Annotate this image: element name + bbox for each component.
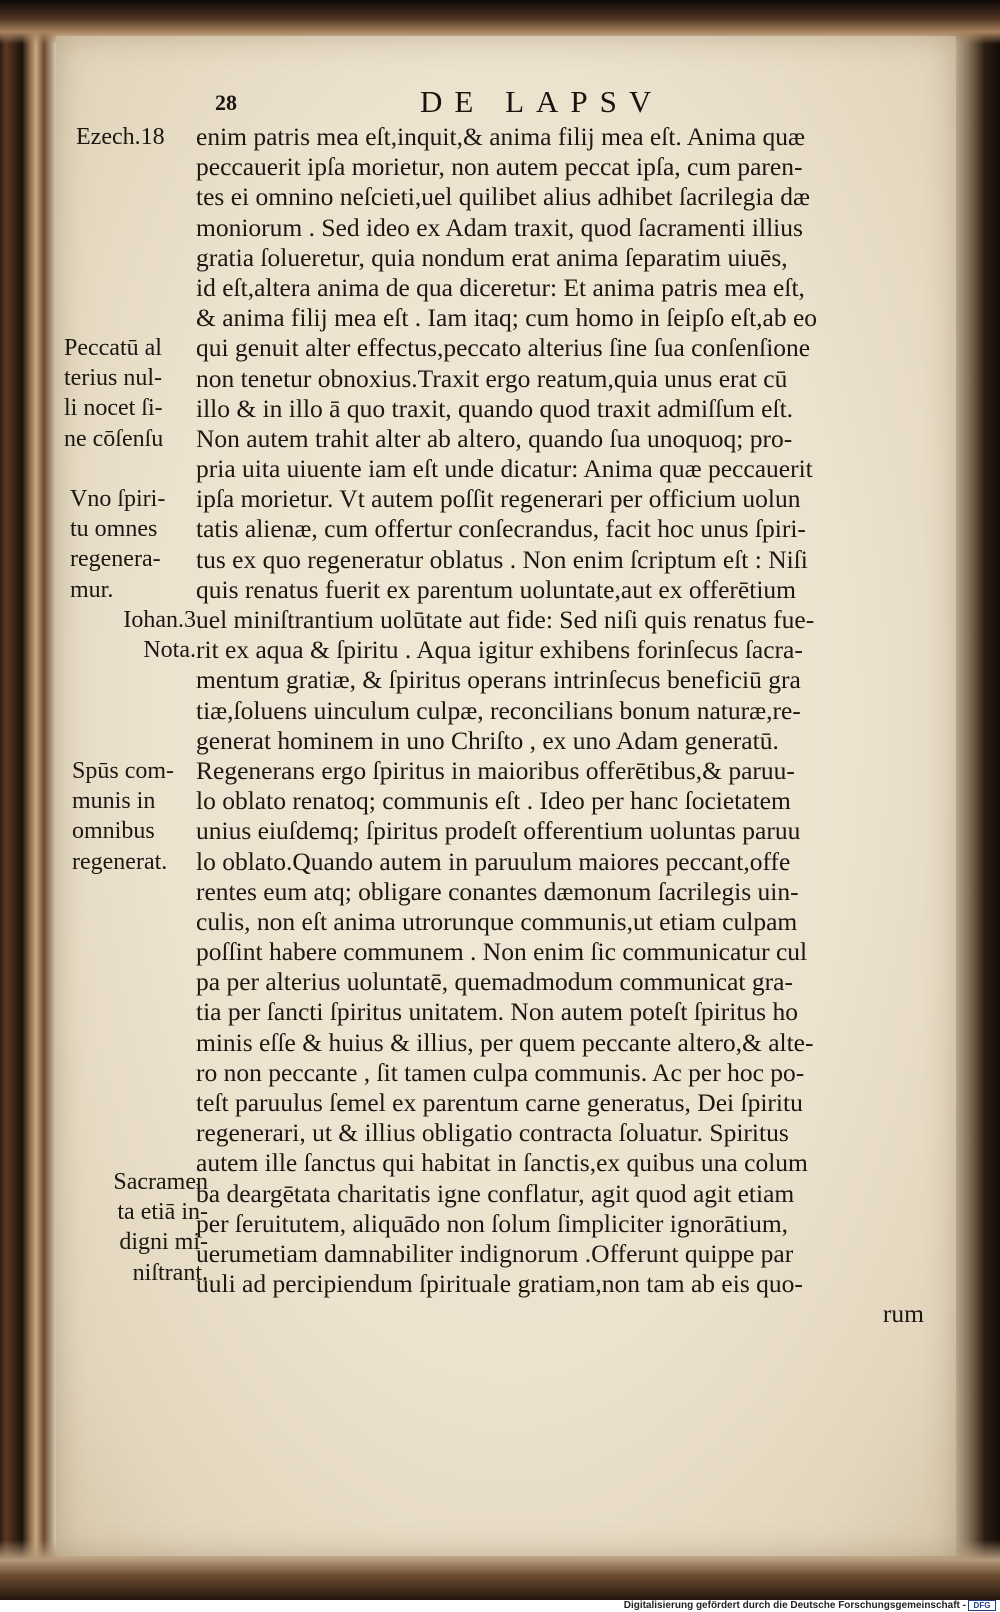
text-line: uel miniſtrantium uolūtate aut fide: Sed niſi quis renatus fue‐ bbox=[196, 605, 815, 634]
text-line: rit ex aqua & ſpiritu . Aqua igitur exhibens forinſecus ſacra‐ bbox=[196, 635, 803, 665]
text-line: tes ei omnino neſcieti,uel quilibet alius adhibet ſacrilegia dæ bbox=[196, 182, 810, 212]
margin-note-line: Vno ſpiri‐ bbox=[70, 486, 166, 512]
text-line: ipſa morietur. Vt autem poſſit regenerari per officium uolun bbox=[196, 484, 801, 514]
margin-note-nota bbox=[64, 635, 196, 665]
margin-note-line: regenerat. bbox=[72, 848, 168, 875]
margin-note-line: li nocet ſi‐ bbox=[64, 395, 163, 422]
text-line: moniorum . Sed ideo ex Adam traxit, quod ſacramenti illius bbox=[196, 212, 803, 242]
page-number: 28 bbox=[215, 90, 237, 115]
margin-note-line: munis in bbox=[72, 788, 156, 815]
margin-note-line: regenera‐ bbox=[70, 546, 161, 573]
margin-note-line: Spūs com‐ bbox=[72, 758, 174, 784]
margin-note-line: Sacramen bbox=[113, 1169, 208, 1195]
text-line: unius eiuſdemq; ſpiritus prodeſt offerentium uoluntas paruu bbox=[196, 816, 801, 846]
text-line: uuli ad percipiendum ſpirituale gratiam,non tam ab eis quo‐ bbox=[196, 1269, 803, 1299]
margin-note-line: Peccatū al bbox=[64, 335, 162, 361]
text-line: ba deargētata charitatis igne conflatur, agit quod agit etiam bbox=[196, 1178, 795, 1208]
margin-note-spus-communis bbox=[72, 756, 174, 877]
margin-note-line: digni mi‐ bbox=[119, 1229, 208, 1256]
text-line: illo & in illo ā quo traxit, quando quod traxit admiſſum eſt. bbox=[196, 393, 794, 423]
margin-note-ezech bbox=[76, 122, 165, 152]
margin-note-line: ta etiā in‐ bbox=[117, 1199, 208, 1226]
margin-note-line: mur. bbox=[70, 576, 114, 603]
text-line: & anima filij mea eſt . Iam itaq; cum homo in ſeipſo eſt,ab eo bbox=[196, 303, 818, 333]
text-line: id eſt,altera anima de qua diceretur: Et anima patris mea eſt, bbox=[196, 272, 805, 302]
text-line: rentes eum atq; obligare conantes dæmonum ſacrilegis uin‐ bbox=[196, 876, 799, 906]
text-line: pria uita uiuente iam eſt unde dicatur: Anima quæ peccauerit bbox=[196, 454, 813, 484]
catchword: rum bbox=[882, 1299, 924, 1329]
text-line: tus ex quo regeneratur oblatus . Non enim ſcriptum eſt : Niſi bbox=[196, 544, 808, 574]
text-line: tia per ſancti ſpiritus unitatem. Non autem poteſt ſpiritus ho bbox=[196, 997, 798, 1027]
margin-note-iohan bbox=[64, 605, 196, 635]
text-line: non tenetur obnoxius.Traxit ergo reatum,quia unus erat cū bbox=[196, 363, 788, 393]
text-line: per ſeruitutem, aliquādo non ſolum ſimpliciter ignorātium, bbox=[196, 1208, 789, 1238]
dfg-logo: DFG bbox=[968, 1600, 996, 1611]
text-line: ro non peccante , ſit tamen culpa communis. Ac per hoc po‐ bbox=[196, 1057, 805, 1087]
text-line: minis eſſe & huius & illius, per quem peccante altero,& alte‐ bbox=[196, 1027, 814, 1057]
text-line: uerumetiam damnabiliter indignorum .Offerunt quippe par bbox=[196, 1238, 794, 1268]
text-line: enim patris mea eſt,inquit,& anima filij mea eſt. Anima quæ bbox=[196, 122, 806, 151]
main-text-block bbox=[196, 122, 926, 1330]
margin-note-line: terius nul‐ bbox=[64, 365, 162, 392]
text-line: Regenerans ergo ſpiritus in maioribus offerētibus,& paruu‐ bbox=[196, 755, 795, 785]
margin-note-line: ne cōſenſu bbox=[64, 425, 164, 452]
text-line: Non autem trahit alter ab altero, quando ſua unoquoq; pro‐ bbox=[196, 423, 793, 453]
margin-note-vno-spiritu bbox=[70, 484, 165, 605]
text-line: mentum gratiæ, & ſpiritus operans intrinſecus beneficiū gra bbox=[196, 665, 801, 695]
running-title: DE LAPSV bbox=[420, 84, 664, 119]
text-line: lo oblato.Quando autem in paruulum maiores peccant,offe bbox=[196, 846, 791, 876]
text-line: tiæ,ſoluens uinculum culpæ, reconcilians bonum naturæ,re‐ bbox=[196, 695, 801, 725]
text-line: lo oblato renatoq; communis eſt . Ideo per hanc ſocietatem bbox=[196, 786, 791, 816]
text-line: qui genuit alter effectus,peccato alterius ſine ſua conſenſione bbox=[196, 333, 811, 363]
text-line: autem ille ſanctus qui habitat in ſanctis,ex quibus una colum bbox=[196, 1148, 808, 1178]
margin-note-line: omnibus bbox=[72, 818, 155, 845]
text-line: peccauerit ipſa morietur, non autem peccat ipſa, cum paren‐ bbox=[196, 152, 803, 182]
margin-note-line: Iohan.3 bbox=[123, 607, 196, 633]
text-line: generat hominem in uno Chriſto , ex uno Adam generatū. bbox=[196, 725, 779, 755]
margin-note-line: Ezech.18 bbox=[76, 124, 165, 150]
text-line: quis renatus fuerit ex parentum uoluntate,aut ex offerētium bbox=[196, 574, 796, 604]
text-line: pa per alterius uoluntatē, quemadmodum communicat gra‐ bbox=[196, 967, 793, 997]
text-line: poſſint habere communem . Non enim ſic communicatur cul bbox=[196, 937, 808, 967]
margin-note-peccatum bbox=[64, 333, 163, 454]
text-line: culis, non eſt anima utrorunque communis,ut etiam culpam bbox=[196, 906, 798, 936]
margin-note-sacramenta bbox=[76, 1167, 208, 1288]
text-line: teſt paruulus ſemel ex parentum carne generatus, Dei ſpiritu bbox=[196, 1088, 803, 1117]
text-line: tatis alienæ, cum offertur conſecrandus, facit hoc unus ſpiri‐ bbox=[196, 514, 806, 544]
margin-note-line: tu omnes bbox=[70, 516, 158, 543]
digitization-credit: Digitalisierung gefördert durch die Deutsche Forschungsgemeinschaft - bbox=[623, 1600, 966, 1611]
text-line: gratia ſolueretur, quia nondum erat anima ſeparatim uiuēs, bbox=[196, 242, 788, 272]
margin-note-line: Nota. bbox=[143, 637, 196, 663]
text-line: regenerari, ut & illius obligatio contracta ſoluatur. Spiritus bbox=[196, 1118, 789, 1148]
margin-note-line: niſtrant. bbox=[132, 1259, 208, 1286]
